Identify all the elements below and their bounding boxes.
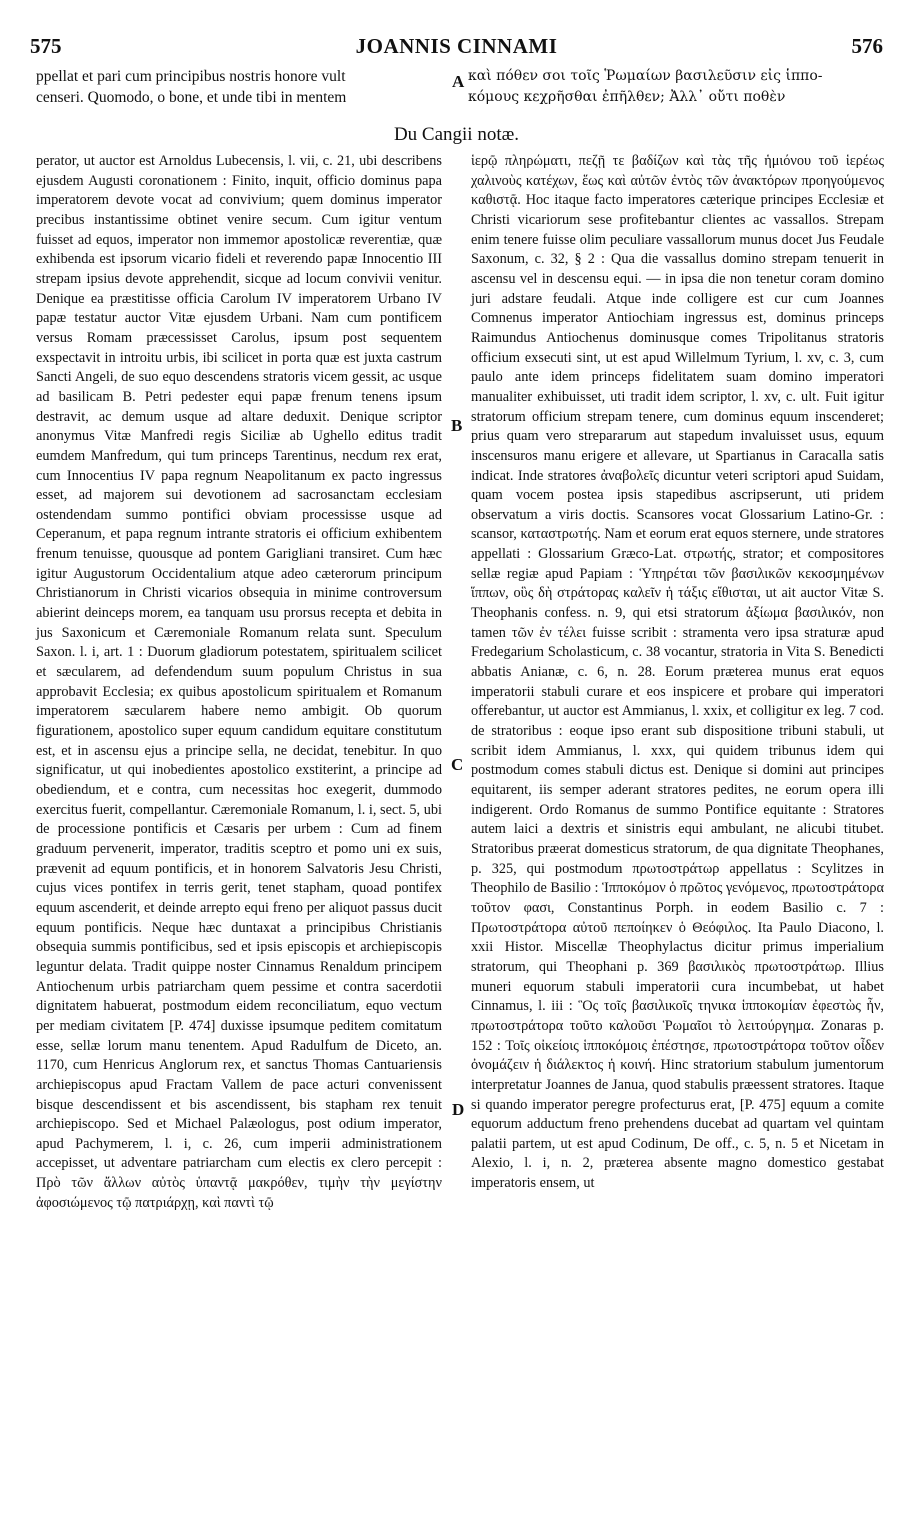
top-left-line: censeri. Quomodo, o bone, et unde tibi in mentem: [36, 89, 347, 106]
section-marker-c: C: [451, 755, 464, 774]
running-header: [30, 34, 883, 60]
top-text-left: [36, 66, 446, 108]
top-right-line: καὶ πόθεν σοι τοῖς Ῥωμαίων βασιλεῦσιν εἰς ἱππο-: [468, 68, 823, 84]
notes-heading: Du Cangii notæ.: [393, 124, 520, 145]
page-number-right: 576: [851, 34, 883, 58]
section-marker-a: A: [452, 72, 465, 91]
section-marker-d: D: [452, 1100, 465, 1119]
page-number-left: 575: [30, 34, 62, 58]
notes-text-right: ἱερῷ πληρώματι, πεζῇ τε βαδίζων καὶ τὰς τῆς ἡμιόνου τοῦ ἱερέως χαλινοὺς κατέχων, ἕως καὶ αὐτῶν ἐντὸς τῶν ἀνακτόρων προηγούμενος καθιστᾷ. Hoc itaque facto imperatores cæterique principes Ecclesiæ et Christi vicariorum sese profitebantur clientes ac vassallos. Strepam enim tenere fuisse olim peculiare vassallorum munus docet Jus Feudale Saxonum, c. 32, § 2 : Qua die vassallus domino strepam tenuerit in ascensu vel in descensu equi. — in ipsa die non tenetur coram domino juri adstare feudali. Atque inde colligere est cur cum Joannes Comnenus imperator Antiochiam ingressus est, dominus princeps Raimundus Antiochenus dominusque comes Tripolitanus stratoris officium exsecuti sint, ut est apud Willelmum Tyrium, l. xv, c. 3, cum paulo ante idem princeps fidelitatem suam domino imperatori manualiter exhibuisset, uti tradit idem scriptor, l. xv, c. ult. Fuit igitur stratorum officium strepam tenere, cum dominus equum inscenderet; prius quam vero strepararum aut stapedum invaluisset usus, equum inscensuros manu erigere et allevare, ut Spartianus in Caracalla satis indicat. Inde stratores ἀναβολεῖς dicuntur veteri scriptori apud Suidam, quam vocem postea ipsis stapedibus ascripserunt, uti pridem observatum a viris doctis. Scansores vocat Glossarium Latino-Gr. : scansor, καταστρωτής. Nam et eorum erat equos sternere, unde stratores appellati : Glossarium Græco-Lat. στρωτής, strator; et compositores sellæ regiæ apud Papiam : Ὑπηρέται τῶν βασιλικῶν κεκοσμημένων ἵππων, οὓς δὴ στράτορας καλεῖν ἡ τάξις εἴθισται, ut ait auctor Vitæ S. Theophanis confess. n. 9, qui etsi stratorum ἀξίωμα βασιλικόν, non tamen τῶν ἐν τέλει fuisse scribit : stramenta vero ipsa straturæ apud Fredegarium Scholasticum, c. 38 vocantur, stratoria in Vita S. Benedicti abbatis Anianæ, c. 6, n. 28. Eorum præterea munus erat equos imperatorii stabuli curare et eos inspicere et probare qui imperatori offerebantur, ut auctor est Ammianus, l. xxix, et colligitur ex leg. 7 cod. de stratoribus : eoque ipso erant sub dispositione tribuni stabuli, ut scribit idem Ammianus, l. xxx, qui quidem tribunus idem qui postmodum comes stabuli dictus est. Denique si domini aut principes equitarent, iis semper aderant stratores pedites, ne eorum opera illi indigerent. Ordo Romanus de summo Pontifice equitante : Stratores autem laici a dextris et sinistris equi ambulant, ne alicubi titubet. Stratoribus præerat domesticus stratorum, de qua dignitate Theophanes, p. 325, qui postmodum πρωτοστράτωρ appellatus : Scylitzes in Theophilo de Basilio : Ἱπποκόμον ὁ πρῶτος γενόμενος, πρωτοστράτορα τοῦτον φασι, Constantinus Porph. in eodem Basilio c. 7 : Πρωτοστράτορα αὐτοῦ πεποίηκεν ὁ Θεόφιλος. Ita Paulo Diacono, l. xxii Histor. Miscellæ Theophylactus dicitur primus imperialium stratorum, qui Theophani p. 369 βασιλικὸς πρωτοστράτωρ. Illius muneri equorum stabuli imperatorii cura incumbebat, ut habet Cinnamus, l. iii : Ὃς τοῖς βασιλικοῖς τηνικα ἱπποκομίαν ἐφεστὼς ἦν, πρωτοστράτορα τοῦτο καλοῦσι Ῥωμαῖοι τὸ λειτούργημα. Zonaras p. 152 : Τοῖς οἰκείοις ἱπποκόμοις ἐπέστησε, πρωτοστράτορα τοῦτον οἶδεν ὀνομάζειν ἡ διάλεκτος ἡ κοινή. Hinc stratorium stabulum jumentorum interpretatur Joannes de Janua, quod stabulis præessent stratores. Itaque si quando imperator peregre profecturus erat, [P. 475] equum a comite equorum adductum freno prehendens ducebat ad quartam vel quintam palatii partem, ut est apud Codinum, De off., c. 5, n. 5 et Nicetam in Alexio, l. i, n. 2, præterea absente magno domestico gestabat imperatoris ensem, ut: [471, 153, 884, 1192]
top-right-line: κόμους κεχρῆσθαι ἐπῆλθεν; Ἀλλ᾽ οὔτι ποθὲν: [468, 89, 786, 105]
top-text-right: [468, 66, 888, 108]
notes-text-left: perator, ut auctor est Arnoldus Lubecensis, l. vii, c. 21, ubi describens ejusdem Augusti coronationem : Finito, inquit, officio dominus papa imperatorem devote vocat ad convivium; quem dominus imperator precibus instantissime obtinet venire secum. Cum igitur ventum fuisset ad equos, imperator non immemor apostolicæ reverentiæ, quæ exhibenda est ipsorum vicario fideli et reverendo papæ Innocentio III strepam ipsius devote apprehendit, sicque ad locum convivii venitur. Denique ea præstitisse officia Carolum IV imperatorem Urbano IV papæ testatur auctor Vitæ ejusdem Urbani. Nam cum pontificem versus Romam præcessisset Carolus, ipsum post sequentem exspectavit in introitu urbis, ibi scilicet in porta quæ est juxta castrum Sancti Angeli, de suo equo descendens stratoris vicem gessit, ac usque ad basilicam B. Petri pedester equi papæ frenum tenens ipsum destravit, ac demum usque ad altare deduxit. Denique scriptor anonymus Vitæ Manfredi regis Siciliæ ab Ughello editus tradit eumdem Manfredum, qui tum princeps Tarentinus, necdum rex erat, cum Innocentius IV papa regnum Neapolitanum ex pacto ingressus esset, ad majorem sui devotionem ad sacrosanctam ecclesiam ostendendam summo pontifici obviam processisse usque ad Ceperanum, et papa regnum intrante stratoris ei officium exhibentem frenum tenuisse, quousque ad pontem Garigliani transiret. Cum hæc igitur Augustorum Occidentalium atque adeo cæterorum principum Christianorum in Christi vicarios obsequia in minime controversum abierint deinceps morem, ea tanquam usu prorsus recepta et debita in jus Saxonicum et Cæremoniale Romanum relata sunt. Speculum Saxon. l. i, art. 1 : Duorum gladiorum potestatem, spiritualem scilicet et sæcularem, ad defendendum suum populum Christus in sua approbavit Ecclesia; ex quibus apostolicum spiritualem et Romanum imperatorem sæcularem habere nemo ambigit. Ob quorum figurationem, apostolico super equum candidum equitare constitutum est, et in ascensu ejus a principe sella, ne decidat, tenebitur. In quo significatur, ut qui inobedientes apostolico exstiterint, a principe ad obediendum, et e contra, cum necessitas hoc exegerit, dummodo exercitus fuerit, compellantur. Cæremoniale Romanum, l. i, sect. 5, ubi de processione pontificis et Cæsaris per urbem : Cum ad finem graduum pervenerit, imperator, traditis sceptro et pomo uni ex suis, prævenit ad equum pontificis, et in honorem Salvatoris Jesu Christi, cujus vices pontifex in terris gerit, tenet stapham, quoad pontifex equum ascenderit, et deinde arrepto equi freno per aliquot passus ducit equum pontificis. Neque hæc duntaxat a principibus Christianis obsequia summis pontificibus, sed et ipsis episcopis et archiepiscopis leguntur delata. Tradit quippe noster Cinnamus Renaldum principem Antiochenum urbis patriarcham quem pessime et contra sacerdotii dignitatem habuerat, postmodum eidem reconciliatum, equo vectum per mediam civitatem [P. 474] duxisse ipsumque peditem comitatum esse, sellæ lorum manu tenentem. Apud Radulfum de Diceto, an. 1170, cum Henricus Anglorum rex, et sanctus Thomas Cantuariensis archiepiscopus apud Fractam Vallem de pace acturi convenissent bisque descendissent et bis ascendissent, bis stapham rex tenuit archiepiscopo. Sed et Michael Palæologus, post odium imperator, apud Pachymerem, l. i, c. 26, cum imperii administrationem accepisset, ut adventare patriarcham cum electis ex clero percepit : Πρὸ τῶν ἄλλων αὐτὸς ὑπαντᾷ μακρόθεν, τιμὴν τὴν μεγίστην ἀφοσιώμενος τῷ πατριάρχῃ, καὶ παντὶ τῷ: [36, 153, 442, 1211]
top-left-line: ppellat et pari cum principibus nostris honore vult: [36, 68, 346, 85]
running-title: JOANNIS CINNAMI: [355, 34, 558, 58]
notes-column-right: [471, 152, 884, 1194]
notes-column-left: [36, 152, 442, 1213]
section-marker-b: B: [451, 416, 463, 435]
